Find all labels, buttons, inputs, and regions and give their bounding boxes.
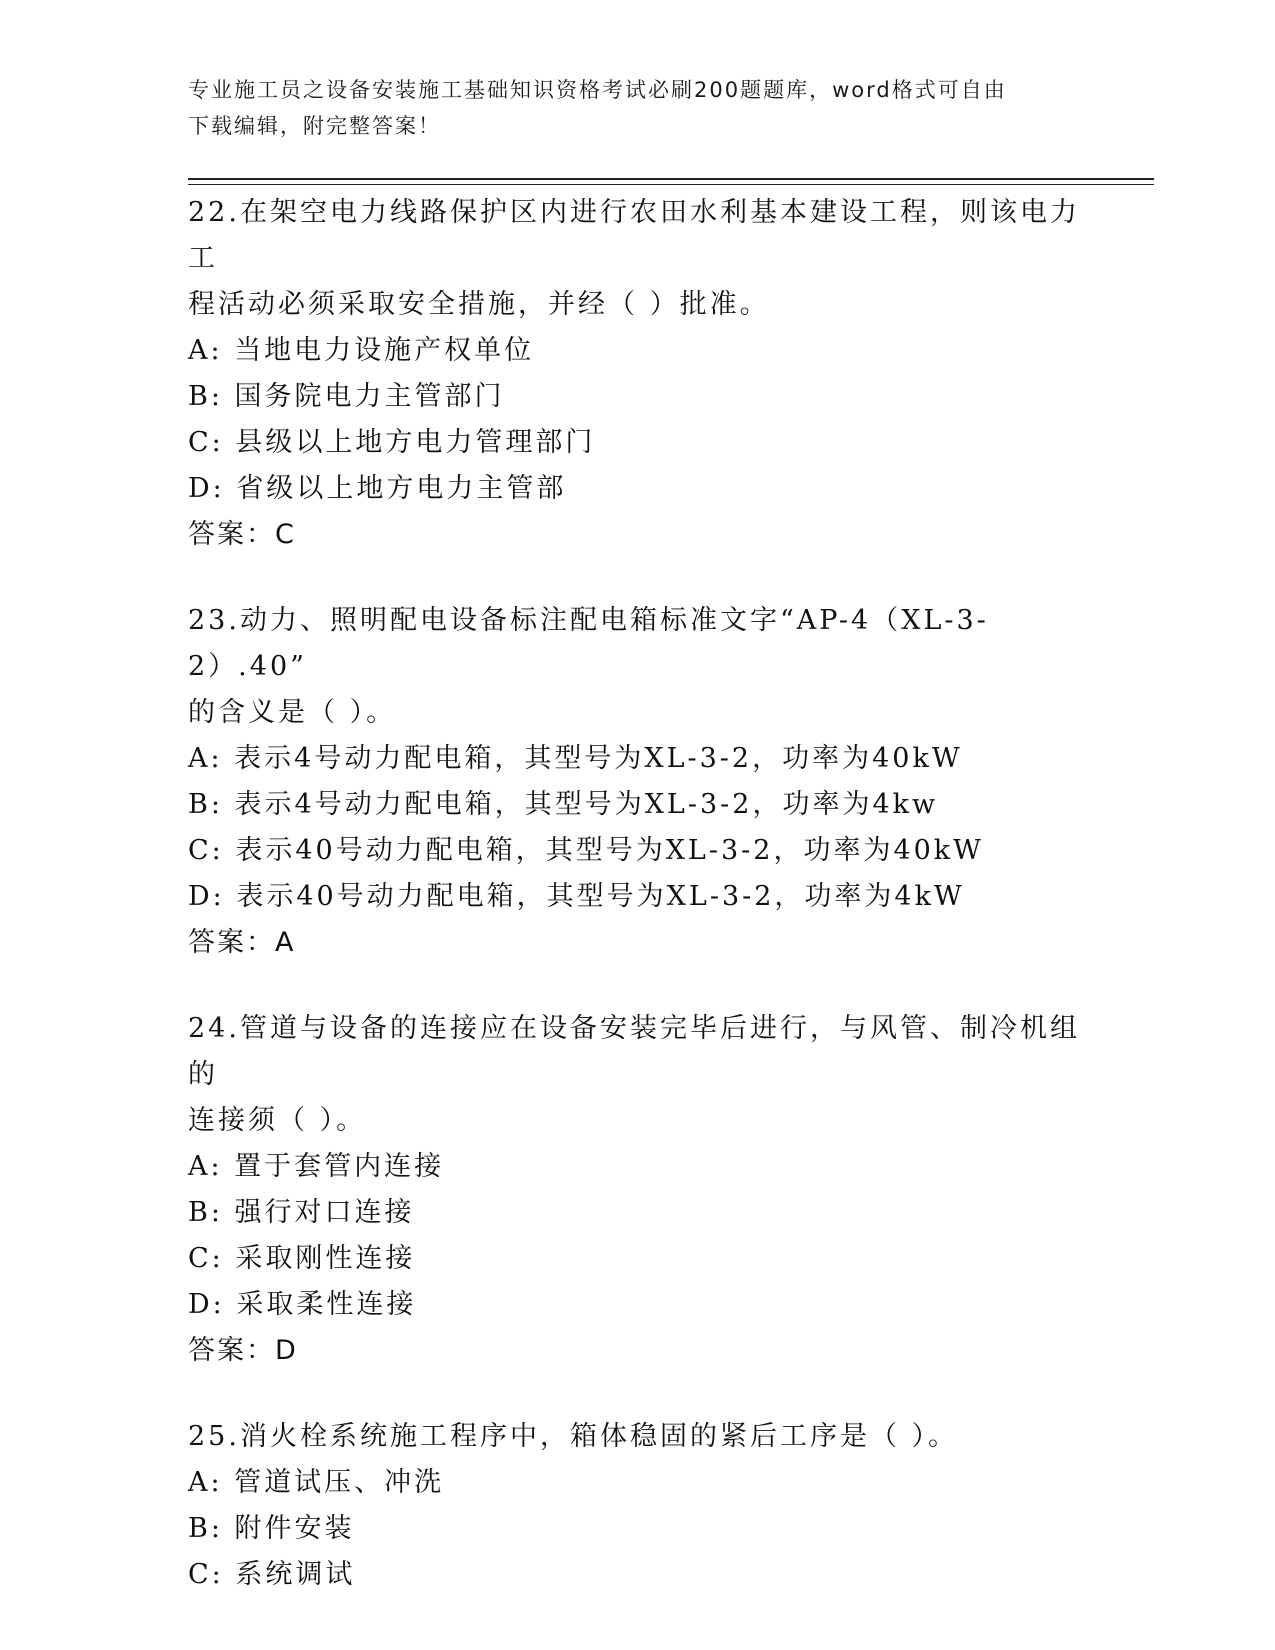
- question-24: [188, 1006, 1088, 1374]
- option-c: C: 表示40号动力配电箱，其型号为XL-3-2，功率为40kW: [188, 835, 984, 866]
- answer: 答案：A: [188, 927, 296, 958]
- option-b: B: 强行对口连接: [188, 1197, 415, 1228]
- option-b: B: 表示4号动力配电箱，其型号为XL-3-2，功率为4kw: [188, 789, 939, 820]
- header-divider-thin: [188, 184, 1154, 185]
- question-23: [188, 598, 1088, 966]
- option-a: A: 置于套管内连接: [188, 1151, 445, 1182]
- question-list: [188, 190, 1088, 1638]
- question-stem-line: 程活动必须采取安全措施，并经（ ）批准。: [188, 289, 770, 320]
- question-stem-line: 25.消火栓系统施工程序中，箱体稳固的紧后工序是（ ）。: [188, 1421, 959, 1452]
- option-c: C: 采取刚性连接: [188, 1243, 416, 1274]
- option-a: A: 当地电力设施产权单位: [188, 335, 535, 366]
- option-c: C: 县级以上地方电力管理部门: [188, 427, 596, 458]
- header-line-2: 下载编辑，附完整答案！: [188, 114, 441, 138]
- option-d: D: 采取柔性连接: [188, 1289, 417, 1320]
- option-b: B: 国务院电力主管部门: [188, 381, 505, 412]
- question-stem-line: 的含义是（ ）。: [188, 697, 397, 728]
- option-a: A: 管道试压、冲洗: [188, 1467, 445, 1498]
- option-c: C: 系统调试: [188, 1559, 356, 1590]
- question-25: [188, 1414, 1088, 1598]
- question-stem-line: 22.在架空电力线路保护区内进行农田水利基本建设工程，则该电力工: [188, 197, 1080, 274]
- question-stem-line: 连接须（ ）。: [188, 1105, 367, 1136]
- option-b: B: 附件安装: [188, 1513, 355, 1544]
- option-d: D: 省级以上地方电力主管部: [188, 473, 567, 504]
- question-stem-line: 24.管道与设备的连接应在设备安装完毕后进行，与风管、制冷机组的: [188, 1013, 1080, 1090]
- document-header: [188, 72, 1068, 144]
- answer: 答案：C: [188, 519, 296, 550]
- option-a: A: 表示4号动力配电箱，其型号为XL-3-2，功率为40kW: [188, 743, 963, 774]
- header-line-1: 专业施工员之设备安装施工基础知识资格考试必刷200题题库，word格式可自由: [188, 78, 1007, 102]
- header-divider-thick: [188, 178, 1154, 180]
- question-stem-line: 23.动力、照明配电设备标注配电箱标准文字“AP-4（XL-3-2）.40”: [188, 605, 989, 682]
- answer: 答案：D: [188, 1335, 298, 1366]
- question-22: [188, 190, 1088, 558]
- option-d: D: 表示40号动力配电箱，其型号为XL-3-2，功率为4kW: [188, 881, 965, 912]
